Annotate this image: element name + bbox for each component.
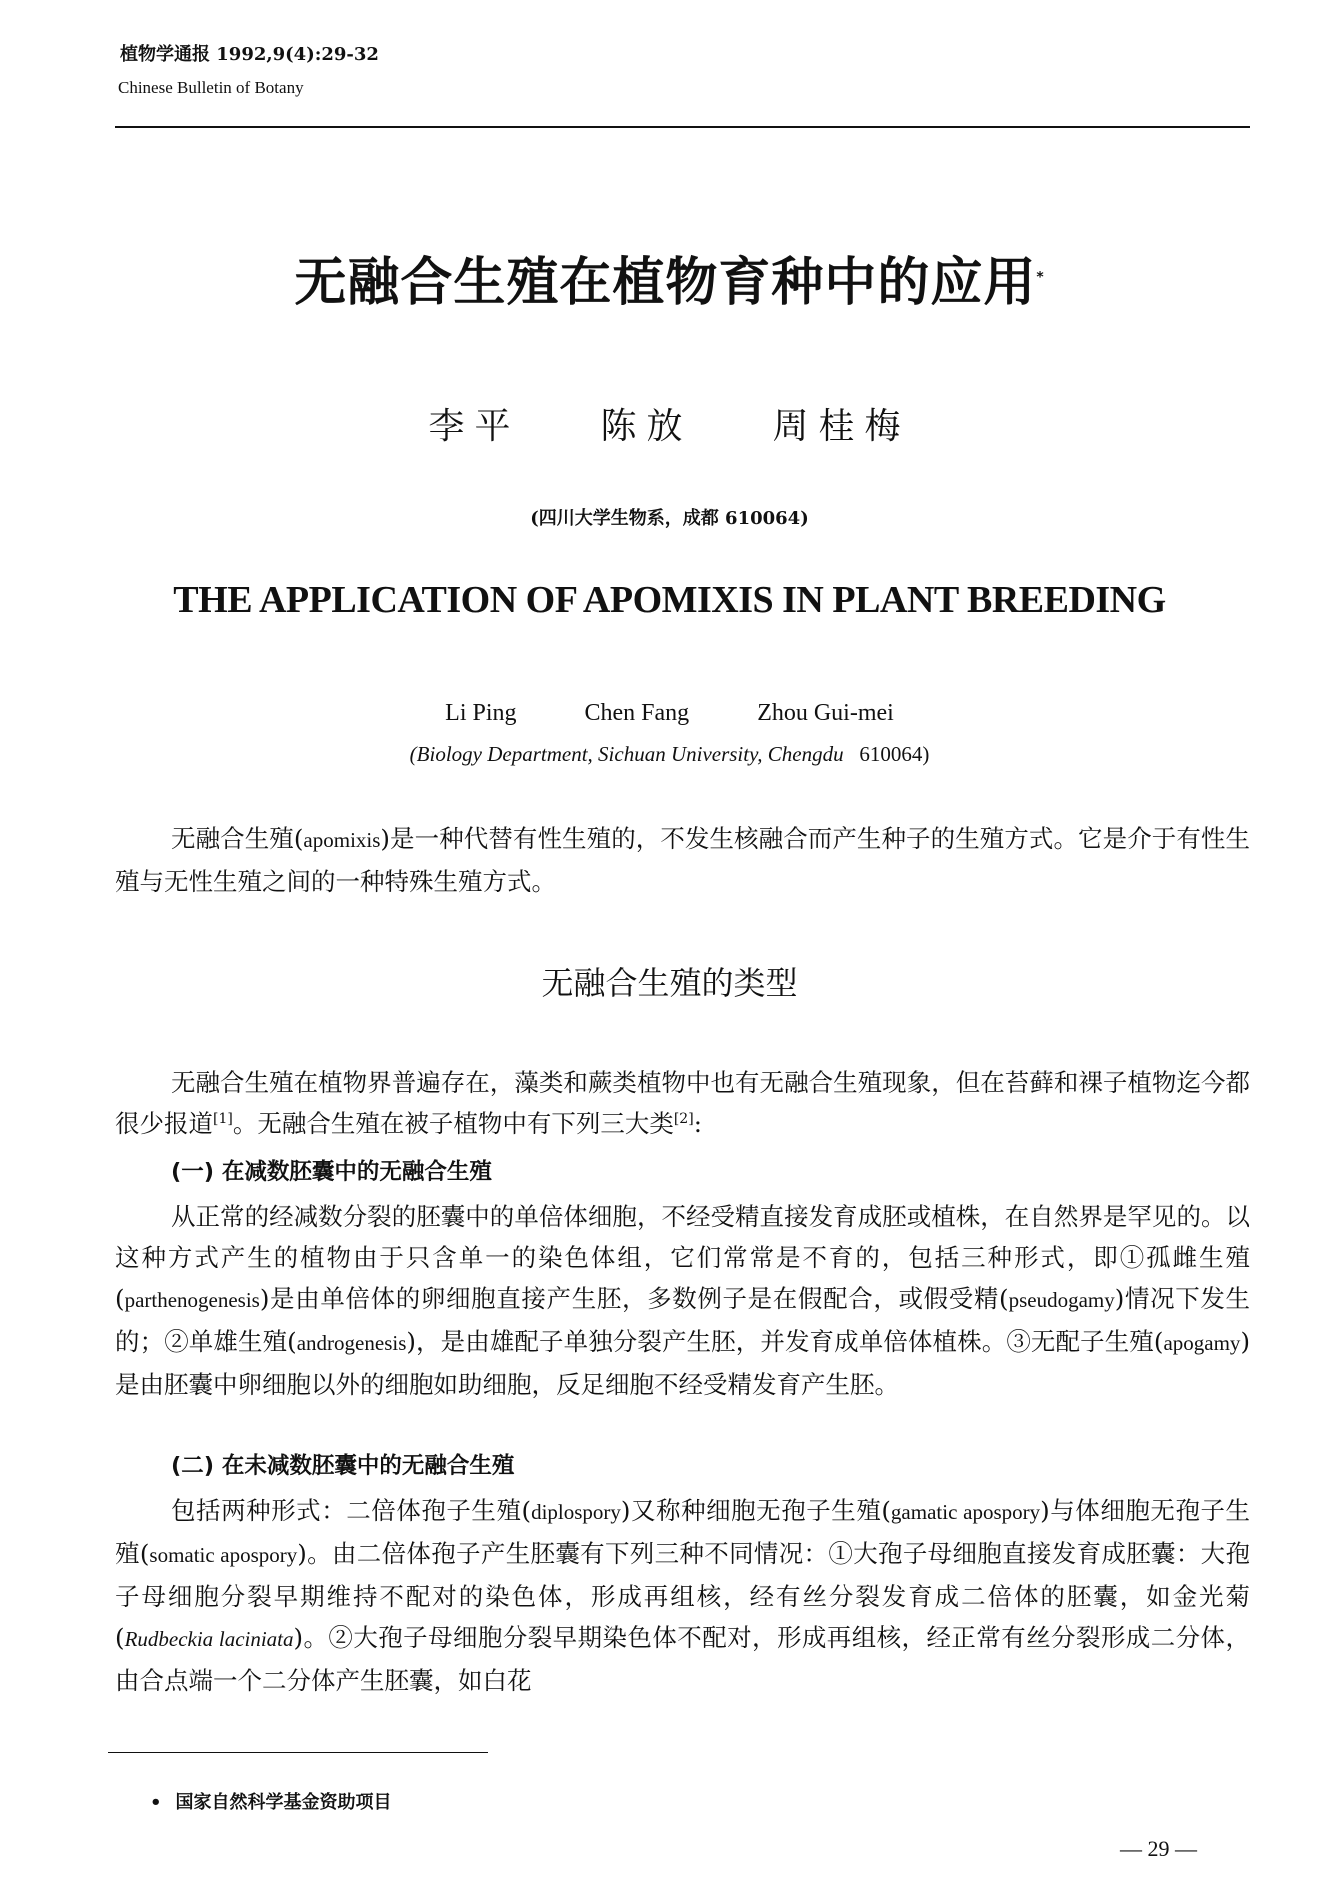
footnote-bullet: •: [150, 1792, 162, 1813]
footnote: [150, 1788, 392, 1814]
term-somatic-apospory: somatic apospory: [149, 1543, 298, 1567]
subsection-2-paragraph: 包括两种形式：二倍体孢子生殖(diplospory)又称种细胞无孢子生殖(gamatic apospory)与体细胞无孢子生殖(somatic apospory)。由二倍体孢子产生胚囊有下列三种不同情况：①大孢子母细胞直接发育成胚囊：大孢子母细胞分裂早期维持不配对的染色体，形成再组核，经有丝分裂发育成二倍体的胚囊，如金光菊(Rudbeckia laciniata)。②大孢子母细胞分裂早期染色体不配对，形成再组核，经正常有丝分裂形成二分体，由合点端一个二分体产生胚囊，如白花: [115, 1496, 1251, 1695]
term-pseudogamy: pseudogamy: [1008, 1288, 1115, 1312]
journal-header-en: Chinese Bulletin of Botany: [118, 78, 304, 97]
author-en-1: Li Ping: [445, 700, 517, 726]
term-diplospory: diplospory: [531, 1500, 621, 1524]
title-footnote-mark: *: [1036, 269, 1045, 286]
authors-zh: [0, 398, 1339, 449]
term-gamatic-apospory: gamatic apospory: [890, 1500, 1041, 1524]
term-apomixis: apomixis: [303, 828, 381, 852]
term-apogamy: apogamy: [1163, 1331, 1241, 1355]
citation-1: [1]: [213, 1110, 233, 1127]
subsection-title-2: (二) 在未减数胚囊中的无融合生殖: [171, 1453, 515, 1479]
footnote-rule: [108, 1752, 488, 1753]
affiliation-en: (Biology Department, Sichuan University, Chengdu 610064): [409, 742, 930, 766]
authors-en: [0, 700, 1339, 727]
page-number: — 29 —: [1120, 1836, 1197, 1861]
author-zh-1: 李平: [428, 406, 521, 447]
section-title: 无融合生殖的类型: [541, 964, 798, 1002]
affiliation-en-institution: Biology Department, Sichuan University, Chengdu: [416, 742, 844, 766]
author-en-2: Chen Fang: [584, 700, 690, 726]
author-zh-3: 周桂梅: [772, 406, 911, 447]
author-zh-2: 陈放: [600, 406, 693, 447]
header-rule: [115, 126, 1250, 128]
affiliation-zh: (四川大学生物系，成都 610064): [530, 508, 809, 529]
abstract-paragraph: 无融合生殖(apomixis)是一种代替有性生殖的，不发生核融合而产生种子的生殖方式。它是介于有性生殖与无性生殖之间的一种特殊生殖方式。: [115, 824, 1250, 896]
title-en: THE APPLICATION OF APOMIXIS IN PLANT BREEDING: [173, 579, 1166, 621]
term-androgenesis: androgenesis: [296, 1331, 407, 1355]
author-en-3: Zhou Gui-mei: [757, 700, 894, 726]
journal-header: 植物学通报 1992,9(4):29-32: [120, 44, 379, 65]
subsection-1-paragraph: 从正常的经减数分裂的胚囊中的单倍体细胞，不经受精直接发育成胚或植株，在自然界是罕见的。以这种方式产生的植物由于只含单一的染色体组，它们常常是不育的，包括三种形式，即①孤雌生殖(parthenogenesis)是由单倍体的卵细胞直接产生胚，多数例子是在假配合，或假受精(pseudogamy)情况下发生的；②单雄生殖(androgenesis)，是由雄配子单独分裂产生胚，并发育成单倍体植株。③无配子生殖(apogamy)是由胚囊中卵细胞以外的细胞如助细胞，反足细胞不经受精发育产生胚。: [115, 1202, 1250, 1399]
citation-2: [2]: [673, 1110, 694, 1127]
footnote-text: 国家自然科学基金资助项目: [175, 1792, 392, 1813]
affiliation-en-code: 610064: [859, 742, 923, 766]
term-parthenogenesis: parthenogenesis: [124, 1288, 260, 1312]
title-zh-text: 无融合生殖在植物育种中的应用: [294, 253, 1037, 313]
intro-paragraph: 无融合生殖在植物界普遍存在，藻类和蕨类植物中也有无融合生殖现象，但在苔藓和裸子植物迄今都很少报道[1]。无融合生殖在被子植物中有下列三大类[2]:: [115, 1068, 1250, 1138]
subsection-title-1: (一) 在减数胚囊中的无融合生殖: [171, 1159, 492, 1185]
title-zh: [0, 240, 1339, 315]
species-name: Rudbeckia laciniata: [124, 1627, 294, 1651]
